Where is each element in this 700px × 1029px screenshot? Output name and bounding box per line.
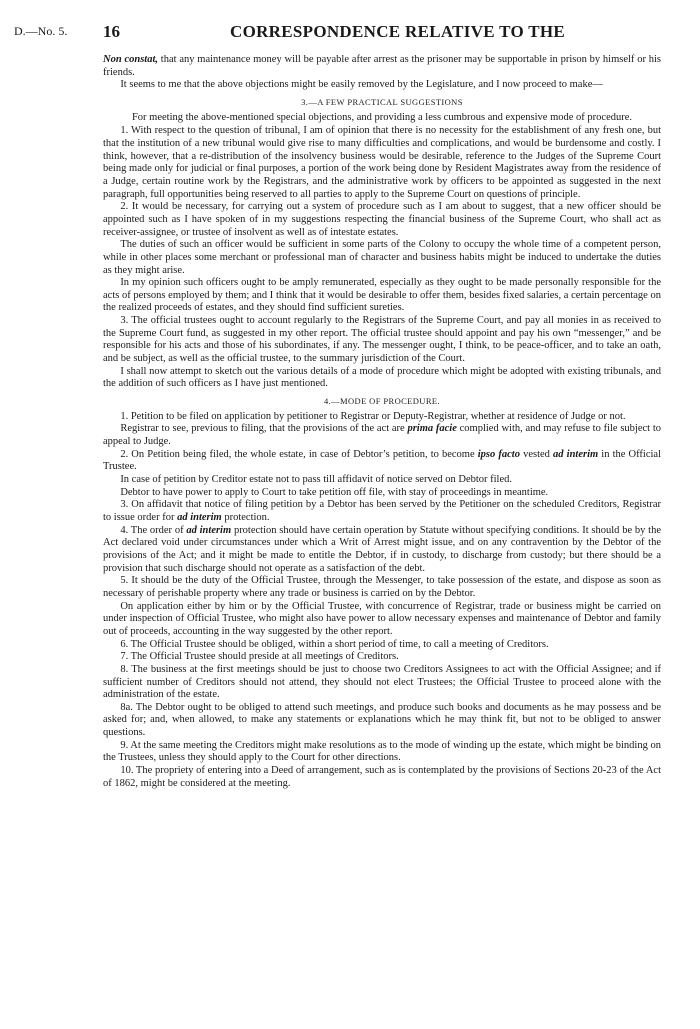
latin-phrase: prima facie: [407, 423, 457, 435]
procedure-text: vested: [519, 448, 554, 460]
section-3-paragraph: I shall now attempt to sketch out the various details of a mode of procedure which might be adopted with existing tribunals, and the addition of such officers as I have just mentioned.: [103, 365, 661, 390]
procedure-paragraph: On application either by him or by the Official Trustee, with concurrence of Registrar, trade or business might be carried on under inspection of Official Trustee, who might also have power to allow necessary expenses and maintenance of Debtor and family out of proceeds, accounting in the way suggested by the other report.: [103, 600, 661, 637]
procedure-paragraph: 7. The Official Trustee should preside at all meetings of Creditors.: [120, 651, 399, 663]
page-number: 16: [103, 22, 120, 41]
running-title: CORRESPONDENCE RELATIVE TO THE: [230, 22, 566, 41]
procedure-text: 3. On affidavit that notice of filing petition by a Debtor has been served by the Petitioner on the scheduled Creditors, Registrar to issue order for: [103, 499, 661, 523]
procedure-paragraph: [103, 525, 661, 576]
procedure-text: protection should have certain operation by Statute without specifying conditions. It should be by the Act declared void under circumstances under which a Writ of Arrest might issue, and on any contravention by the Debtor of the provisions of the Act; and it might be made to entitle the Debtor, if in custody, to discharge from custody; but there should be a provision that such discharge should not operate as a satisfaction of the debt.: [103, 524, 661, 574]
section-3-paragraph: The duties of such an officer would be sufficient in some parts of the Colony to occupy the whole time of a competent person, while in other places some merchant or professional man of character and business habits might be induced to undertake the duties as they might arise.: [103, 239, 661, 276]
intro-paragraph-1-text: that any maintenance money will be payable after arrest as the prisoner may be supportable in prison by himself or his friends.: [103, 54, 661, 78]
intro-lead-phrase: Non constat,: [103, 54, 159, 65]
procedure-paragraph: 8. The business at the first meetings should be just to choose two Creditors Assignees to act with the Official Assignee; and if sufficient number of Creditors should not attend, they should not elect Trustees; the Official Trustee to proceed alone with the administration of the estate.: [103, 663, 661, 701]
procedure-paragraph: [103, 423, 661, 448]
procedure-text: 2. On Petition being filed, the whole estate, in case of Debtor’s petition, to become: [120, 448, 478, 460]
procedure-paragraph: [103, 449, 661, 474]
procedure-paragraph: [103, 499, 661, 524]
latin-phrase: ipso facto: [477, 448, 520, 460]
procedure-paragraph: 5. It should be the duty of the Official Trustee, through the Messenger, to take possession of the estate, and dispose as soon as necessary of perishable property where any trade or business is carried on by the Debtor.: [103, 575, 661, 599]
procedure-text: Registrar to see, previous to filing, that the provisions of the act are: [120, 423, 408, 435]
procedure-paragraph: 9. At the same meeting the Creditors might make resolutions as to the mode of winding up the estate, which might be binding on the Trustees, unless they should apply to the Court for other directions.: [103, 739, 661, 764]
section-3-paragraph: 3. The official trustees ought to account regularly to the Registrars of the Supreme Court, and pay all monies in as received to the Supreme Court fund, as suggested in my other report. The official trustee should appoint and pay his own “messenger,” and be responsible for his acts and those of his subordinates, if any. The messenger ought, I think, to be peace-officer, and to take an oath, and be subject, as well as the official trustee, to the summary jurisdiction of the Court.: [103, 315, 661, 365]
section-3-heading: 3.—A FEW PRACTICAL SUGGESTIONS: [301, 96, 463, 107]
procedure-text: complied with, and may refuse to file subject to appeal to Judge.: [103, 423, 662, 448]
latin-phrase: ad interim: [553, 448, 599, 460]
procedure-paragraph: 10. The propriety of entering into a Deed of arrangement, such as is contemplated by the provisions of Sections 20-23 of the Act of 1862, might be considered at the meeting.: [103, 765, 661, 789]
section-3-paragraph: 1. With respect to the question of tribunal, I am of opinion that there is no necessity for the establishment of any fresh one, but that the institution of a new tribunal would give rise to many difficulties and complications, and would be burdensome and costly. I think, however, that a re-distribution of the insolvency business would be desirable, reference to the Judges of the Supreme Court being made only for judicial or final purposes, a portion of the work being done by Resident Magistrates away from the residence of a Judge, certain routine work by the Registrars, and the administrative work by officers to be appointed as suggested in the next paragraph, full opportunities being reserved to all parties to apply to the Supreme Court on questions of principle.: [103, 125, 661, 200]
procedure-paragraph: In case of petition by Creditor estate not to pass till affidavit of notice served on Debtor filed.: [120, 474, 513, 485]
procedure-paragraph: 1. Petition to be filed on application by petitioner to Registrar or Deputy-Registrar, whether at residence of Judge or not.: [120, 410, 626, 422]
procedure-text: in the Official Trustee.: [103, 448, 662, 473]
latin-phrase: ad interim: [177, 511, 222, 523]
procedure-paragraph: Debtor to have power to apply to Court to take petition off file, with stay of proceedings in meantime.: [120, 486, 549, 498]
section-3-subheading: For meeting the above-mentioned special objections, and providing a less cumbrous and expensive mode of procedure.: [131, 111, 633, 123]
procedure-text: 4. The order of: [120, 524, 187, 536]
latin-phrase: ad interim: [186, 524, 232, 536]
procedure-text: protection.: [221, 511, 270, 523]
page-body: [103, 54, 661, 790]
intro-paragraph-1: [103, 54, 661, 79]
intro-paragraph-2: It seems to me that the above objections might be easily removed by the Legislature, and I now proceed to make—: [120, 79, 603, 91]
procedure-paragraph: 6. The Official Trustee should be obliged, within a short period of time, to call a meeting of Creditors.: [120, 638, 549, 650]
page-header: [0, 22, 700, 42]
section-4-heading: 4.—MODE OF PROCEDURE.: [323, 396, 441, 407]
document-reference: D.—No. 5.: [14, 24, 68, 38]
section-3-paragraph: In my opinion such officers ought to be amply remunerated, especially as they ought to be made personally responsible for the acts of persons employed by them; and I think that it would be desirable to offer them, besides fixed salaries, a certain percentage on the realized proceeds of estates, and they should find sufficient sureties.: [103, 277, 661, 314]
section-3-paragraph: 2. It would be necessary, for carrying out a system of procedure such as I am about to suggest, that a new officer should be appointed such as I have spoken of in my suggestions respecting the financial business of the Supreme Court, who shall act as receiver-assignee, or trustee of insolvent as well as of intestate estates.: [103, 201, 661, 238]
procedure-paragraph: 8a. The Debtor ought to be obliged to attend such meetings, and produce such books and documents as he may possess and be asked for; and, when allowed, to make any statements or explanations which he may think fit, but not to be obliged to answer questions.: [103, 701, 661, 739]
